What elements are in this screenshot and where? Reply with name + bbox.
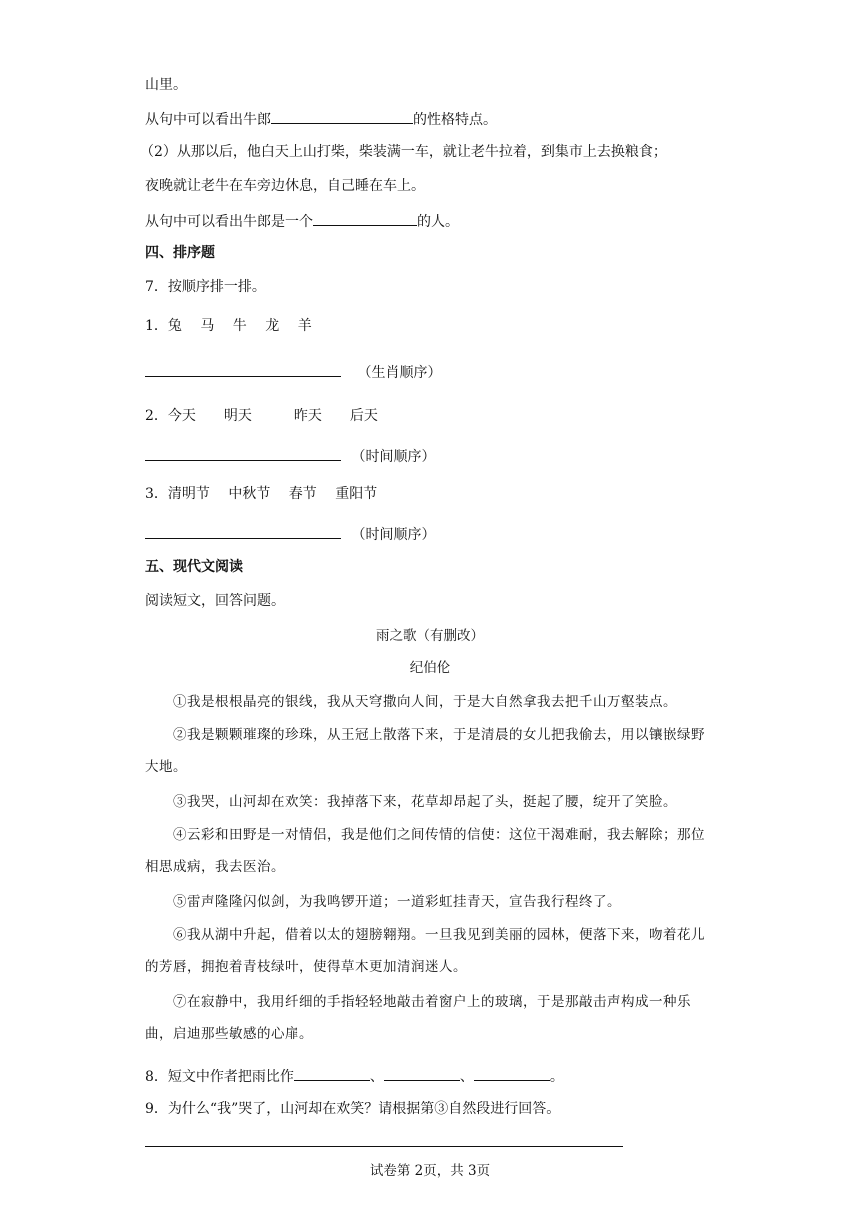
question-2-line-1: （2）从那以后，他白天上山打柴，柴装满一车，就让老牛拉着，到集市上去换粮食； (140, 144, 667, 160)
reading-intro: 阅读短文，回答问题。 (145, 593, 285, 609)
order-item-2: 2．今天 明天 昨天 后天 (145, 408, 378, 424)
answer-blank[interactable] (474, 1066, 550, 1081)
question-text: 8．短文中作者把雨比作 (145, 1069, 294, 1085)
question-person (145, 211, 459, 231)
passage-paragraph-5: ⑤雷声隆隆闪似剑，为我鸣锣开道；一道彩虹挂青天，宣告我行程终了。 (173, 894, 621, 910)
passage-paragraph-7: ⑦在寂静中，我用纤细的手指轻轻地敲击着窗户上的玻璃，于是那敲击声构成一种乐曲，启迪那些敏感的心扉。 (145, 994, 691, 1042)
answer-blank[interactable] (384, 1066, 460, 1081)
question-9: 9．为什么“我”哭了，山河却在欢笑？请根据第③自然段进行回答。 (145, 1101, 561, 1117)
question-text: 从句中可以看出牛郎 (145, 112, 271, 128)
text-fragment: 山里。 (145, 77, 187, 93)
question-text: 的人。 (417, 214, 459, 230)
order-hint: （时间顺序） (351, 527, 436, 543)
order-item-3: 3．清明节 中秋节 春节 重阳节 (145, 486, 378, 502)
answer-blank[interactable] (145, 362, 341, 377)
order-answer-3 (145, 524, 435, 544)
question-text: 的性格特点。 (413, 112, 497, 128)
passage-author: 纪伯伦 (409, 660, 451, 676)
order-answer-2 (145, 446, 435, 466)
passage-paragraph-6: ⑥我从湖中升起，借着以太的翅膀翱翔。一旦我见到美丽的园林，便落下来，吻着花儿的芳唇，拥抱着青枝绿叶，使得草木更加清润迷人。 (145, 927, 705, 975)
order-hint: （时间顺序） (351, 449, 436, 465)
section-title: 五、现代文阅读 (145, 559, 243, 575)
answer-blank[interactable] (294, 1066, 370, 1081)
answer-blank[interactable] (145, 524, 341, 539)
passage-paragraph-3: ③我哭，山河却在欢笑：我掉落下来，花草却昂起了头，挺起了腰，绽开了笑脸。 (173, 794, 677, 810)
order-hint: （生肖顺序） (357, 365, 442, 381)
order-answer-1 (145, 362, 441, 382)
question-2-line-2: 夜晚就让老牛在车旁边休息，自己睡在车上。 (145, 178, 425, 194)
question-8: 8．短文中作者把雨比作 、 、 。 (145, 1066, 564, 1086)
answer-blank[interactable] (313, 211, 417, 226)
order-item-1: 1．兔 马 牛 龙 羊 (145, 318, 312, 334)
question-trait (145, 109, 497, 129)
passage-paragraph-2: ②我是颗颗璀璨的珍珠，从王冠上散落下来，于是清晨的女儿把我偷去，用以镶嵌绿野大地。 (145, 727, 705, 775)
answer-line[interactable] (145, 1146, 623, 1147)
page-footer: 试卷第 2页，共 3页 (369, 1163, 491, 1179)
passage-title: 雨之歌（有删改） (376, 628, 484, 644)
passage-paragraph-4: ④云彩和田野是一对情侣，我是他们之间传情的信使：这位干渴难耐，我去解除；那位相思成病，我去医治。 (145, 827, 705, 875)
answer-blank[interactable] (145, 446, 341, 461)
question-text: 从句中可以看出牛郎是一个 (145, 214, 313, 230)
question-7: 7．按顺序排一排。 (145, 279, 266, 295)
section-title: 四、排序题 (145, 245, 215, 261)
answer-blank[interactable] (271, 109, 413, 124)
passage-paragraph-1: ①我是根根晶亮的银线，我从天穹撒向人间，于是大自然拿我去把千山万壑装点。 (173, 694, 677, 710)
